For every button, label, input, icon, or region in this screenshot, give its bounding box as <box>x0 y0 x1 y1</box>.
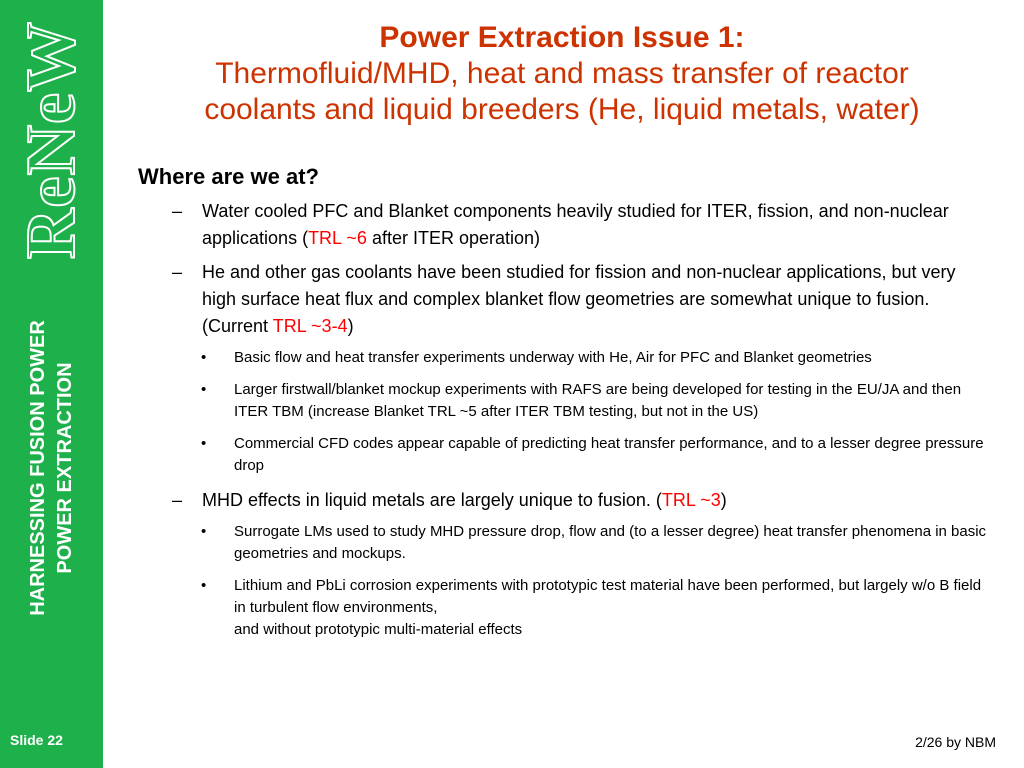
renew-logo: ReNeW <box>13 20 90 260</box>
bullet-text-end: after ITER operation) <box>366 228 541 248</box>
bullet-text: He and other gas coolants have been studied for fission and non-nuclear applications, but very high surface heat flux and complex blanket flow geometries are somewhat unique to fusion. (Current <box>202 262 956 336</box>
dash-marker: – <box>172 201 183 221</box>
bullet-text: MHD effects in liquid metals are largely unique to fusion. ( <box>202 490 662 510</box>
sub-bullet-text: Basic flow and heat transfer experiments underway with He, Air for PFC and Blanket geometries <box>234 349 872 366</box>
slide-body <box>138 162 994 651</box>
sub-bullet <box>138 521 994 565</box>
sidebar-title <box>25 320 79 616</box>
bullet-dot: • <box>201 577 207 594</box>
slide-title <box>120 20 1004 128</box>
bullet-water-cooled <box>138 198 994 252</box>
sub-bullet <box>138 347 994 369</box>
title-line3: coolants and liquid breeders (He, liquid metals, water) <box>204 93 920 126</box>
bullet-text-end: ) <box>347 316 354 336</box>
trl-highlight: TRL ~3 <box>661 490 721 510</box>
section-heading: Where are we at? <box>138 164 319 189</box>
sub-bullet <box>138 379 994 423</box>
sidebar <box>0 0 103 768</box>
sidebar-title-line1: HARNESSING FUSION POWER <box>27 320 49 616</box>
sub-bullet-text: Larger firstwall/blanket mockup experiments with RAFS are being developed for testing in the EU/JA and then ITER TBM (increase Blanket TRL ~5 after ITER TBM testing, but not in the US) <box>234 381 962 420</box>
trl-highlight: TRL ~3-4 <box>272 316 348 336</box>
sub-bullet-text: Commercial CFD codes appear capable of predicting heat transfer performance, and to a lesser degree pressure drop <box>234 435 984 474</box>
bullet-gas-coolants <box>138 259 994 340</box>
dash-marker: – <box>172 490 183 510</box>
bullet-text-end: ) <box>720 490 727 510</box>
sub-bullet <box>138 433 994 477</box>
slide-number: Slide 22 <box>10 732 63 748</box>
sub-bullet-text: Lithium and PbLi corrosion experiments with prototypic test material have been performed, but largely w/o B field in turbulent flow environments, <box>234 577 982 616</box>
sub-bullet-text: Surrogate LMs used to study MHD pressure drop, flow and (to a lesser degree) heat transfer phenomena in basic geometries and mockups. <box>234 523 987 562</box>
trl-highlight: TRL ~6 <box>308 228 367 248</box>
footer-date: 2/26 by NBM <box>915 734 996 750</box>
bullet-dot: • <box>201 435 207 452</box>
bullet-dot: • <box>201 381 207 398</box>
dash-marker: – <box>172 262 183 282</box>
bullet-dot: • <box>201 349 207 366</box>
title-line1: Power Extraction Issue 1: <box>379 21 745 54</box>
sub-bullet <box>138 575 994 641</box>
sub-bullet-text-cont: and without prototypic multi-material effects <box>234 621 523 638</box>
title-line2: Thermofluid/MHD, heat and mass transfer of reactor <box>215 57 909 90</box>
bullet-mhd-effects <box>138 487 994 514</box>
bullet-dot: • <box>201 523 207 540</box>
bullet-text: Water cooled PFC and Blanket components heavily studied for ITER, fission, and non-nuclear applications ( <box>202 201 949 248</box>
sidebar-title-line2: POWER EXTRACTION <box>54 362 76 574</box>
